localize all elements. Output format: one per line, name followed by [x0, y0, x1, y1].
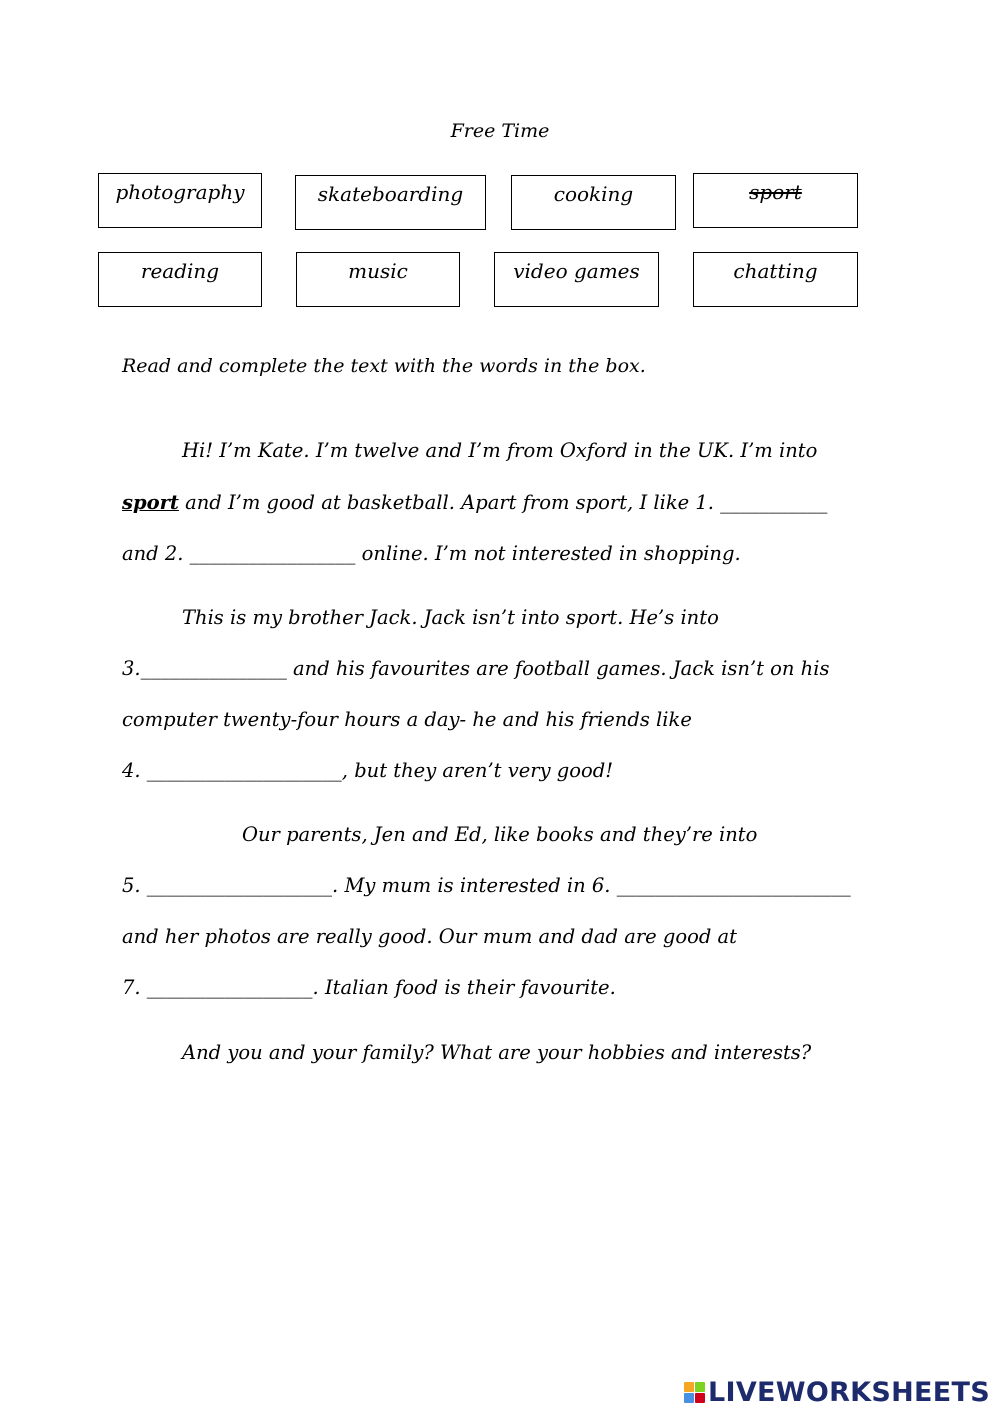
word-label: photography — [115, 180, 245, 204]
paragraph-3-line-4: 7. _________________. Italian food is their favourite. — [122, 976, 616, 999]
worksheet-title: Free Time — [450, 120, 550, 142]
word-label: skateboarding — [317, 182, 464, 206]
word-box-chatting — [693, 252, 858, 307]
paragraph-3-line-2: 5. ___________________. My mum is interested in 6. ________________________ — [122, 874, 851, 897]
paragraph-2-line-3: computer twenty-four hours a day- he and his friends like — [122, 708, 692, 731]
liveworksheets-logo — [684, 1376, 990, 1408]
paragraph-1-line-2-text: and I’m good at basketball. Apart from sport, I like 1. ___________ — [178, 491, 828, 514]
word-label: sport — [749, 180, 802, 204]
paragraph-1-line-1: Hi! I’m Kate. I’m twelve and I’m from Oxford in the UK. I’m into — [182, 439, 818, 462]
word-label: cooking — [553, 182, 634, 206]
word-label: video games — [513, 259, 640, 283]
logo-square — [684, 1382, 694, 1392]
word-box-video-games — [494, 252, 659, 307]
word-box-sport — [693, 173, 858, 228]
example-answer: sport — [122, 491, 179, 514]
paragraph-2-line-4: 4. ____________________, but they aren’t very good! — [122, 759, 614, 782]
word-box-skateboarding — [295, 175, 486, 230]
paragraph-1-line-2 — [122, 489, 882, 517]
liveworksheets-logo-text: LIVEWORKSHEETS — [707, 1376, 990, 1408]
paragraph-2-line-1: This is my brother Jack. Jack isn’t into sport. He’s into — [182, 606, 719, 629]
instruction-text: Read and complete the text with the words in the box. — [122, 355, 646, 377]
paragraph-3-line-1: Our parents, Jen and Ed, like books and they’re into — [242, 823, 758, 846]
logo-square — [695, 1393, 705, 1403]
logo-square — [684, 1393, 694, 1403]
paragraph-3-line-3: and her photos are really good. Our mum and dad are good at — [122, 925, 738, 948]
word-box-music — [296, 252, 460, 307]
word-label: chatting — [733, 259, 818, 283]
paragraph-1-line-3: and 2. _________________ online. I’m not interested in shopping. — [122, 542, 741, 565]
logo-square — [695, 1382, 705, 1392]
word-label: reading — [140, 259, 220, 283]
paragraph-2-line-2: 3._______________ and his favourites are football games. Jack isn’t on his — [122, 657, 830, 680]
word-box-cooking — [511, 175, 676, 230]
liveworksheets-logo-icon — [684, 1382, 705, 1403]
word-box-photography — [98, 173, 262, 228]
closing-question: And you and your family? What are your hobbies and interests? — [182, 1041, 812, 1064]
word-label: music — [348, 259, 408, 283]
word-box-reading — [98, 252, 262, 307]
